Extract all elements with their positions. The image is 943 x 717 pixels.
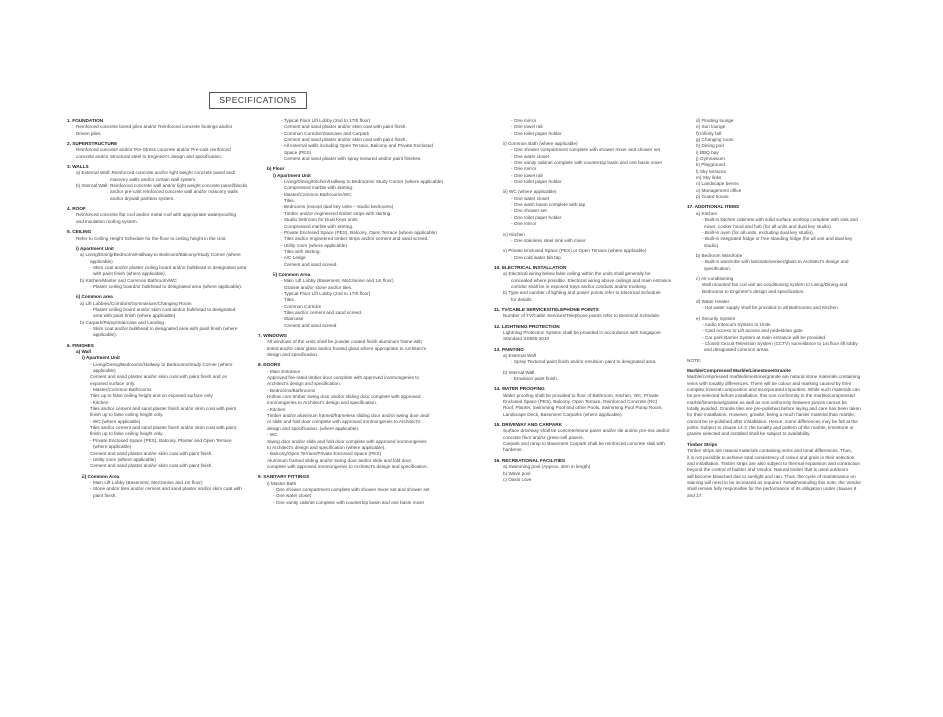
spec-line: e) Sun lounge bbox=[696, 124, 726, 130]
spec-line: - Bedrooms (except dual key units – studio bedrooms) bbox=[281, 204, 394, 210]
section-heading: i) Apartment Unit bbox=[76, 245, 114, 251]
spec-line: - One shower compartment complete with shower mixer and shower set bbox=[511, 147, 661, 153]
spec-line: - One water closet bbox=[511, 195, 550, 201]
spec-line: applicable). bbox=[93, 332, 117, 338]
spec-line: joints. Subject to clause 14.3, the tonality and pattern of the marble, limestone or bbox=[687, 425, 854, 431]
spec-line: - One shower set bbox=[511, 208, 547, 214]
spec-line: Bedrooms to Engineer's design and specification. bbox=[702, 288, 805, 294]
spec-line: d) Water Heater bbox=[696, 298, 730, 304]
section-heading: i) Apartment Unit bbox=[82, 355, 120, 361]
spec-line: Cement and sand plaster and/or skim coat with paint finish. bbox=[284, 137, 407, 143]
spec-line: - Stone and/or tiles and/or cement and sand plaster and/or skim coat with bbox=[90, 486, 242, 492]
spec-line: b) Carpark/Ramp/Staircase and Landing bbox=[80, 319, 164, 325]
spec-line: - Private Enclosed Space (PES), Balcony, Planter and Open Terrace bbox=[90, 437, 232, 443]
spec-line: - One mirror bbox=[511, 166, 537, 172]
spec-line: Wall mounted fan coil unit air-conditioning system to Living/Dining and bbox=[702, 282, 848, 288]
page-title: SPECIFICATIONS bbox=[209, 92, 307, 109]
spec-line: - Skim coat and/or bulkhead to designated area with paint finish (where bbox=[90, 325, 238, 331]
spec-line: hardener. bbox=[503, 447, 523, 453]
spec-line: b) Kitchen/Master and Common Bathroom/WC bbox=[80, 277, 177, 283]
spec-line: totally avoided. Granite tiles are pre-polished before laying and care has been taken bbox=[687, 406, 861, 412]
spec-line: - Main Lift Lobby (Basement, Mezzanine and 1st floor) bbox=[281, 278, 394, 284]
spec-line: j) Gymnasium bbox=[696, 156, 725, 162]
spec-line: or slide and fold door complete with approved ironmongeries to Architect's bbox=[267, 419, 421, 425]
spec-line: a) External Wall bbox=[503, 353, 536, 358]
spec-line: to Architect's design and specification (where applicable). bbox=[267, 444, 386, 450]
spec-line: i) BBQ bay bbox=[696, 149, 719, 155]
spec-line: b) Internal Wall: Reinforced concrete wall and/or light weight concrete panel/blocks bbox=[76, 183, 248, 189]
spec-line: l) Sky terraces bbox=[696, 168, 726, 174]
spec-line: Approved fire-rated timber door complete with approved ironmongeries to bbox=[267, 375, 420, 381]
section-heading: 7. WINDOWS bbox=[258, 333, 287, 338]
section-heading: 4. ROOF bbox=[67, 206, 86, 212]
spec-line: Surface driveway shall be concrete/stone paver and/or tile and/or pre-mix and/or bbox=[503, 428, 670, 434]
spec-line: - One wash basin complete with tap bbox=[511, 202, 586, 208]
section-heading: 12. LIGHTNING PROTECTION bbox=[494, 323, 560, 329]
spec-line: b) Type and number of lighting and power points refer to Electrical Schedule bbox=[503, 290, 661, 296]
spec-line: - Car park Barrier System at main entrance will be provided. bbox=[702, 334, 827, 340]
section-heading: 3. WALLS bbox=[67, 164, 89, 170]
spec-line: Compressed marble with skirting. bbox=[284, 185, 354, 191]
spec-line: Reinforced concrete and/or Pre-Stress concrete and/or Pre-cast reinforced bbox=[76, 147, 231, 153]
spec-line: c) Air-conditioning bbox=[696, 275, 734, 281]
spec-line: o) Management office bbox=[696, 187, 742, 193]
spec-line: Water proofing shall be provided to floor of Bathroom, Kitchen, WC, Private bbox=[503, 392, 659, 398]
spec-line: - One toilet paper holder bbox=[511, 179, 562, 185]
spec-column-2 bbox=[258, 118, 448, 506]
spec-line: design and specification. bbox=[267, 352, 319, 358]
spec-line: will become bleached due to sunlight and rain. Thus, the cycle of maintenance on bbox=[687, 473, 856, 479]
spec-line: Standard SS555:2010 bbox=[503, 336, 550, 342]
section-heading: 6. FINISHES bbox=[67, 342, 94, 348]
spec-line: a) External Wall: Reinforced concrete and/or light weight concrete panel and/ bbox=[76, 170, 236, 176]
section-heading: b) Floor bbox=[267, 166, 285, 172]
spec-line: - Common Corridor bbox=[281, 303, 322, 309]
spec-line: Cement and sand plaster and/or skim coat with paint finish. bbox=[90, 463, 213, 469]
spec-line: - Bedrooms/Bathrooms bbox=[267, 387, 316, 393]
spec-line: finish up to false ceiling height only. bbox=[90, 412, 164, 418]
spec-line: a) Kitchen bbox=[696, 210, 718, 216]
spec-line: - Built-in oven (for all units, excluding dual key studio). bbox=[702, 229, 815, 235]
spec-line: - Skim coat and/or plaster ceiling board and/or bulkhead to designated area bbox=[90, 264, 247, 270]
spec-line: specification. bbox=[704, 265, 732, 271]
spec-line: and 17. bbox=[687, 492, 703, 498]
spec-line: m) Sky links bbox=[696, 175, 722, 181]
spec-line: h) Dining pod bbox=[696, 143, 724, 149]
spec-line: exposed surface only. bbox=[90, 380, 136, 386]
section-heading: 10. ELECTRICAL INSTALLATION bbox=[494, 264, 567, 270]
spec-line: iv) Kitchen bbox=[503, 231, 525, 237]
spec-line: granite selected and installed shall be subject to availability. bbox=[687, 431, 811, 437]
spec-line: Refer to Ceiling Height Schedule for the floor to ceiling height in the Unit. bbox=[76, 235, 227, 241]
spec-line: concrete floor and/or grass-cell pavers. bbox=[503, 434, 585, 440]
section-heading: a) Wall bbox=[76, 349, 91, 354]
section-heading: 14. WATER PROOFING bbox=[494, 386, 545, 392]
spec-line: - One water closet bbox=[511, 153, 550, 159]
spec-line: Cement and sand plaster and/or skim coat with paint finish. bbox=[90, 450, 213, 456]
spec-line: - One cold water bib tap bbox=[511, 254, 561, 260]
spec-line: Number of TV/Cable Services/Telephone points refer to Electrical Schedule. bbox=[503, 313, 661, 319]
spec-line: studio). bbox=[704, 242, 720, 248]
section-heading: ii) Common area bbox=[76, 294, 113, 300]
spec-line: Timber and/or engineered timber strips with skirting. bbox=[284, 210, 392, 216]
section-heading: Marble/Compressed Marble/Limestone/Granite bbox=[687, 368, 791, 374]
spec-line: Architect's design and specification. bbox=[267, 381, 342, 387]
spec-line: Timber strips are natural materials containing veins and tonal differences. Thus, bbox=[687, 448, 852, 454]
spec-line: Granite and/or stone and/or tiles. bbox=[284, 284, 353, 290]
spec-line: a) Electrical wiring below false ceiling within the units shall generally be bbox=[503, 271, 651, 277]
spec-line: i) Master Bath bbox=[267, 480, 297, 486]
spec-line: - All external walls including Open Terrace, Balcony and Private Enclosed bbox=[281, 143, 433, 149]
section-heading: Timber Strips bbox=[687, 441, 718, 447]
spec-line: - Closed Circuit Television System (CCTV) surveillance to 1st floor lift lobby bbox=[702, 341, 858, 346]
spec-line: - Plaster ceiling board and/or skim coat and/or bulkhead to designated bbox=[90, 306, 236, 312]
spec-line: Timber and/or aluminum framed/frameless sliding door and/or swing door and/ bbox=[267, 413, 430, 419]
spec-line: - Built-in integrated fridge or free standing fridge (for all unit and dual key bbox=[702, 236, 853, 242]
section-heading: 1. FOUNDATION bbox=[67, 118, 104, 123]
spec-line: shall remain fully responsible for the performance of its obligation under clauses 9 bbox=[687, 486, 857, 492]
spec-line: - One stainless steel sink with mixer bbox=[511, 237, 586, 243]
spec-line: design and specification. (where applicable). bbox=[267, 425, 360, 431]
spec-line: Carpark and ramp to Basement Carpark shall be reinforced concrete slab with bbox=[503, 441, 665, 447]
spec-line: Tiles. bbox=[284, 198, 296, 204]
spec-line: Cement and sand plaster and/or skim coat with paint finish. bbox=[284, 124, 407, 130]
section-heading: 17. ADDITIONAL ITEMS bbox=[687, 204, 740, 210]
spec-line: - Utility room (where applicable) bbox=[90, 456, 156, 462]
spec-line: - Common Corridor/Staircase and Carpark bbox=[281, 130, 370, 136]
spec-line: complete with approved ironmongeries to Architect's design and specification. bbox=[267, 463, 428, 469]
spec-line: - Audio Intercom System to Units. bbox=[702, 321, 772, 327]
spec-line: k) Playground bbox=[696, 162, 725, 168]
section-heading: 13. PAINTING bbox=[494, 346, 524, 352]
spec-line: Cement and sand screed bbox=[284, 322, 337, 328]
spec-line: - Private Enclosed Space (PES), Balcony, Open Terrace (where applicable) bbox=[281, 229, 437, 235]
spec-line: - Plaster ceiling board/or bulkhead to designated area (where applicable). bbox=[90, 283, 243, 289]
spec-line: concealed where possible. Electrical wiring above ceilings and main entrance bbox=[511, 277, 672, 283]
spec-line: All windows of the units shall be powder coated finish aluminum frame with bbox=[267, 339, 423, 345]
spec-line: b) Bedroom Wardrobe bbox=[696, 252, 743, 258]
spec-line: v) Private Enclosed Space (PES) or Open Terrace (where applicable) bbox=[503, 248, 647, 254]
spec-line: marble/limestone/granite as well as non-uniformity between pieces cannot be bbox=[687, 399, 847, 405]
spec-line: and/or pre-cast reinforced concrete wall and/or masonry walls bbox=[110, 189, 238, 195]
section-heading: 9. SANITARY FITTINGS bbox=[258, 474, 310, 480]
spec-line: Compressed marble with skirting. bbox=[284, 223, 354, 229]
spec-line: a) Lift Lobbies/Corridors/Gymnasium/Changing Room bbox=[80, 300, 192, 306]
spec-line: Tiles and/or cement and sand plaster finish and/or skim coat with paint bbox=[90, 425, 236, 431]
spec-line: - Master/Common Bathrooms/WC bbox=[281, 191, 352, 197]
spec-line: applicable) bbox=[90, 258, 113, 264]
spec-line: Marble/compressed marble/limestone/granite are natural stone materials containing bbox=[687, 374, 861, 380]
spec-line: Aluminum framed sliding and/or swing door and/or slide and fold door, bbox=[267, 457, 413, 463]
spec-line: Cement and sand screed. bbox=[284, 261, 338, 267]
spec-line: - WC (where applicable) bbox=[90, 418, 141, 424]
spec-line: with paint finish (where applicable). bbox=[93, 271, 166, 277]
spec-line: a) Living/Dining/Bedrooms/Hallway to Bedroom/Balcony/Study Corner (where bbox=[80, 252, 241, 258]
spec-line: - Built-in wardrobe with laminate/veneer/glass to Architect's design and bbox=[702, 259, 849, 265]
section-heading: 8. DOORS bbox=[258, 362, 281, 368]
spec-line: - Studio bedroom for Dual Keys units bbox=[281, 217, 358, 223]
spec-line: and installation. Timber strips are also subject to thermal expansion and contraction bbox=[687, 460, 861, 466]
spec-line: tinted and/or clear glass and/or frosted glass where appropriate to Architect's bbox=[267, 345, 427, 351]
spec-line: NOTE: bbox=[687, 357, 702, 363]
spec-line: Cement and sand plaster and/or skim coat with paint finish and on bbox=[90, 374, 228, 380]
spec-line: b) Internal Wall bbox=[503, 369, 535, 375]
section-heading: 5. CEILING bbox=[67, 229, 92, 235]
spec-line: - Utility room (where applicable) bbox=[281, 242, 347, 248]
section-heading: ii) Common Area bbox=[273, 271, 311, 277]
spec-line: - One vanity cabinet complete with countertop basin and one basin mixer bbox=[273, 499, 425, 505]
spec-line: Driven piles. bbox=[76, 130, 102, 136]
spec-line: - Built-in kitchen cabinets with solid surface worktop complete with sink and bbox=[702, 217, 858, 223]
spec-line: Tiles. bbox=[284, 297, 296, 303]
spec-line: staining will need to be increased as required. Notwithstanding this note, the Vendor bbox=[687, 479, 862, 485]
spec-line: - Master/Common Bathrooms bbox=[90, 387, 152, 393]
spec-line: b) Wave pool bbox=[503, 470, 531, 476]
spec-line: beyond the control of builder and Vendor. Natural timber that is used outdoors bbox=[687, 467, 849, 473]
spec-line: - Spray Textured paint finish and/or emulsion paint to designated area. bbox=[511, 359, 657, 365]
spec-line: concrete and/or Structural steel to Engineer's design and specification. bbox=[76, 153, 223, 159]
spec-line: - WC bbox=[267, 432, 278, 438]
spec-line: - One towel rail bbox=[511, 172, 543, 178]
spec-column-3 bbox=[494, 118, 684, 483]
spec-line: applicable) bbox=[93, 368, 116, 374]
spec-line: f) Infinity fall bbox=[696, 130, 722, 136]
spec-line: Tiles and/or cement and sand screed. bbox=[284, 309, 363, 315]
spec-line: - Balcony/Open Terrace/Private Enclosed Space (PES) bbox=[267, 451, 382, 457]
spec-line: Cement and sand plaster with spray textured and/or paint finishes. bbox=[284, 156, 422, 162]
spec-line: a) Swimming pool (Approx. 40m in length) bbox=[503, 464, 591, 470]
spec-column-1 bbox=[67, 118, 252, 499]
spec-column-4 bbox=[687, 118, 877, 499]
spec-line: n) Landscape berms bbox=[696, 181, 739, 187]
spec-line: - Typical Floor Lift Lobby (2nd to 17th floor) bbox=[281, 290, 371, 296]
section-heading: 16. RECREATIONAL FACILITIES bbox=[494, 457, 566, 463]
spec-line: paint finish. bbox=[93, 492, 117, 498]
section-heading: i) Apartment Unit bbox=[273, 172, 311, 178]
spec-line: finish up to false ceiling height only. bbox=[90, 431, 164, 437]
spec-line: Space (PES) bbox=[284, 149, 312, 155]
spec-line: Reinforced concrete flat roof and/or metal roof with appropriate waterproofing bbox=[76, 212, 236, 218]
spec-line: - Main Entrance bbox=[267, 368, 301, 374]
spec-line: - Main Lift Lobby (Basement, Mezzanine and 1st floor) bbox=[90, 479, 203, 485]
spec-line: - One vanity cabinet complete with countertop basin and one basin mixer bbox=[511, 160, 663, 166]
spec-line: - One shower compartment complete with shower mixer set and shower set bbox=[273, 486, 430, 492]
spec-line: - One toilet paper holder bbox=[511, 214, 562, 220]
spec-line: - Living/Dining/Bedrooms/Hallway to Bedrooms/Study Corner (where bbox=[90, 361, 233, 367]
spec-line: - One towel rail bbox=[511, 124, 543, 130]
spec-line: - Emulsion paint finish. bbox=[511, 376, 559, 382]
section-heading: ii) Common Area bbox=[82, 473, 120, 479]
spec-line: - Living/Dining/Kitchen/Hallway to Bedrooms/ Study Corner (where applicable) bbox=[281, 179, 444, 185]
spec-line: for details. bbox=[511, 296, 533, 302]
spec-line: Tiles with skirting. bbox=[284, 248, 321, 254]
spec-line: Tiles and/or cement and sand plaster finish and/or skim coat with paint bbox=[90, 406, 236, 412]
spec-line: - One mirror bbox=[511, 221, 537, 227]
spec-line: Roof, Planter, Swimming Pool and other Pools, Swimming Pool Pump Room, bbox=[503, 405, 663, 411]
spec-line: - Card Access to Lift access and pedestrian gate. bbox=[702, 328, 804, 334]
spec-line: be pre-selected before installation, this non-conformity in the marble/compressed bbox=[687, 393, 855, 399]
spec-line: Tiles and/or engineered timber strips and/or cement and sand screed. bbox=[284, 236, 429, 242]
spec-line: Enclosed Space (PES), Balcony, Open Terrace, Reinforced Concrete (RC) bbox=[503, 399, 658, 405]
spec-line: - Kitchen bbox=[267, 406, 286, 412]
section-heading: 2. SUPERSTRUCTURE bbox=[67, 141, 118, 147]
spec-line: area with paint finish (where applicable). bbox=[93, 313, 177, 319]
spec-line: ironmongeries to Architect's design and specification. bbox=[267, 400, 378, 406]
spec-line: e) Security System bbox=[696, 315, 736, 321]
spec-line: - One toilet paper holder bbox=[511, 130, 562, 136]
spec-line: Swing door and/or slide and fold door complete with approved ironmongeries bbox=[267, 438, 427, 444]
spec-line: Tiles up to false ceiling height and on exposed surface only. bbox=[90, 393, 214, 399]
spec-line: complex mineral composition and incorporated impurities. While such materials can bbox=[687, 387, 860, 393]
spec-line: mixer, cooker hood and hob (for all units and dual key studio). bbox=[704, 223, 832, 229]
spec-line: and designated common areas. bbox=[704, 347, 770, 353]
spec-line: - Kitchen bbox=[90, 399, 109, 405]
spec-line: c) Oasis cove bbox=[503, 476, 532, 482]
spec-line: cannot be re-polished after installation. Hence, some differences may be felt at the bbox=[687, 418, 858, 424]
spec-line: Lightning Protection System shall be provided in accordance with Singapore bbox=[503, 329, 661, 335]
spec-line: - One water closet bbox=[273, 493, 312, 499]
spec-line: for their installation. However, granite, being a much harder material than marble, bbox=[687, 412, 856, 418]
spec-line: p) Guard house bbox=[696, 194, 729, 200]
spec-line: - Hot water supply shall be provided to all Bathrooms and Kitchen. bbox=[702, 305, 840, 311]
spec-line: and/or drywall partition system. bbox=[110, 195, 175, 201]
spec-line: (where applicable) bbox=[93, 444, 132, 450]
spec-line: and insulation roofing system. bbox=[76, 218, 139, 224]
section-heading: 11. TV/CABLE SERVICES/TELEPHONE POINTS bbox=[494, 306, 599, 312]
spec-line: - Staircase bbox=[281, 316, 304, 322]
spec-line: ii) Common Bath (where applicable) bbox=[503, 141, 578, 147]
spec-line: Hollow core timber swing door and/or sliding door complete with approved bbox=[267, 394, 421, 400]
spec-line: masonry walls and/or curtain wall system. bbox=[110, 176, 197, 182]
spec-line: - One mirror bbox=[511, 118, 537, 123]
spec-line: - A/C Ledge bbox=[281, 255, 306, 261]
spec-line: it is not possible to achieve total consistency of colour and grain in their selection bbox=[687, 454, 855, 460]
spec-line: g) Changing room bbox=[696, 137, 734, 143]
spec-line: Reinforced concrete bored piles and/or Reinforced concrete footings and/or bbox=[76, 124, 233, 130]
section-heading: 15. DRIVEWAY AND CARPARK bbox=[494, 422, 562, 428]
spec-line: veins with tonality differences. There will be colour and marking caused by their bbox=[687, 380, 852, 386]
spec-line: d) Floating lounge bbox=[696, 118, 734, 123]
spec-line: - Typical Floor Lift Lobby (2nd to 17th floor) bbox=[281, 118, 371, 123]
spec-line: corridor shall be in exposed trays and/or conduits and/or trunking. bbox=[511, 283, 648, 289]
spec-line: iii) WC (where applicable) bbox=[503, 189, 557, 195]
spec-line: Landscape Deck, Basement Carparks (where applicable). bbox=[503, 411, 623, 417]
